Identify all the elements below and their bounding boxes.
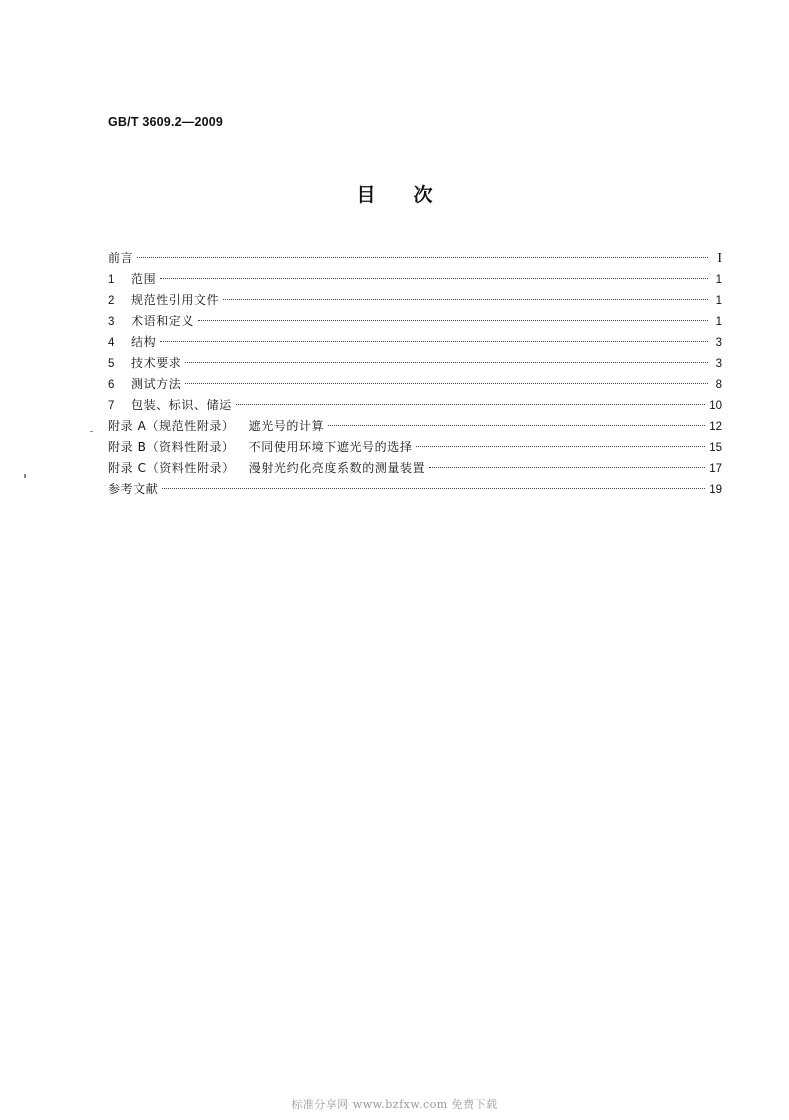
toc-entry-label: 测试方法 — [131, 377, 182, 391]
toc-entry-number: 5 — [108, 358, 115, 370]
toc-entry-label: 附录 A（规范性附录） — [108, 419, 235, 433]
toc-entry-page: 15 — [709, 442, 722, 454]
toc-entry-number: 2 — [108, 295, 115, 307]
toc-entry-label: 参考文献 — [108, 482, 159, 496]
toc-entry-page: 19 — [709, 484, 722, 496]
toc-entry-label: 附录 C（资料性附录） — [108, 461, 235, 475]
toc-entry-5[interactable] — [108, 353, 722, 374]
toc-entry-number: 3 — [108, 316, 115, 328]
toc-entry-subtitle: 不同使用环境下遮光号的选择 — [248, 440, 413, 454]
toc-leader-dots — [236, 404, 705, 405]
toc-title-char: 次 — [413, 184, 433, 206]
toc-leader-dots — [185, 362, 708, 363]
footer-watermark: 标准分享网 www.bzfxw.com 免费下载 — [291, 1098, 498, 1111]
toc-leader-dots — [162, 488, 705, 489]
toc-entry-label: 结构 — [131, 335, 157, 349]
toc-entry-page: 8 — [715, 379, 722, 391]
toc-entry-page: 17 — [709, 463, 722, 475]
toc-entry-subtitle: 遮光号的计算 — [248, 419, 325, 433]
toc-entry-label: 附录 B（资料性附录） — [108, 440, 235, 454]
toc-entry-7[interactable] — [108, 395, 722, 416]
toc-entry-references[interactable] — [108, 479, 722, 500]
toc-entry-number: 4 — [108, 337, 115, 349]
toc-entry-label: 前言 — [108, 251, 134, 265]
toc-leader-dots — [198, 320, 708, 321]
toc-entry-4[interactable] — [108, 332, 722, 353]
toc-leader-dots — [160, 278, 708, 279]
toc-entry-annex-b[interactable] — [108, 437, 722, 458]
toc-entry-page: 10 — [709, 400, 722, 412]
toc-entry-page: 3 — [715, 337, 722, 349]
toc-leader-dots — [185, 383, 708, 384]
toc-entry-2[interactable] — [108, 290, 722, 311]
toc-entry-page: 3 — [715, 358, 722, 370]
toc-entry-page: 12 — [709, 421, 722, 433]
toc-entry-annex-a[interactable] — [108, 416, 722, 437]
toc-entry-page: I — [717, 251, 722, 266]
toc-leader-dots — [328, 425, 705, 426]
toc-leader-dots — [223, 299, 708, 300]
toc-entry-label: 范围 — [131, 272, 157, 286]
toc-entry-annex-c[interactable] — [108, 458, 722, 479]
toc-leader-dots — [137, 257, 708, 258]
toc-leader-dots — [429, 467, 705, 468]
toc-entry-number: 7 — [108, 400, 115, 412]
toc-entry-number: 1 — [108, 274, 115, 286]
toc-entry-label: 规范性引用文件 — [131, 293, 220, 307]
scan-speck — [24, 474, 26, 478]
scan-speck — [90, 431, 93, 432]
toc-entry-3[interactable] — [108, 311, 722, 332]
toc-entry-1[interactable] — [108, 269, 722, 290]
toc-entry-page: 1 — [715, 274, 722, 286]
toc-list — [108, 248, 722, 500]
toc-entry-subtitle: 漫射光约化亮度系数的测量装置 — [248, 461, 426, 475]
toc-entry-page: 1 — [715, 316, 722, 328]
toc-entry-label: 包装、标识、储运 — [131, 398, 232, 412]
toc-entry-number: 6 — [108, 379, 115, 391]
toc-entry-foreword[interactable] — [108, 248, 722, 269]
toc-leader-dots — [416, 446, 705, 447]
toc-title — [0, 180, 789, 210]
toc-entry-label: 术语和定义 — [131, 314, 195, 328]
document-code: GB/T 3609.2—2009 — [108, 115, 224, 129]
toc-entry-6[interactable] — [108, 374, 722, 395]
toc-title-char: 目 — [356, 184, 376, 206]
toc-leader-dots — [160, 341, 708, 342]
toc-entry-page: 1 — [715, 295, 722, 307]
toc-entry-label: 技术要求 — [131, 356, 182, 370]
